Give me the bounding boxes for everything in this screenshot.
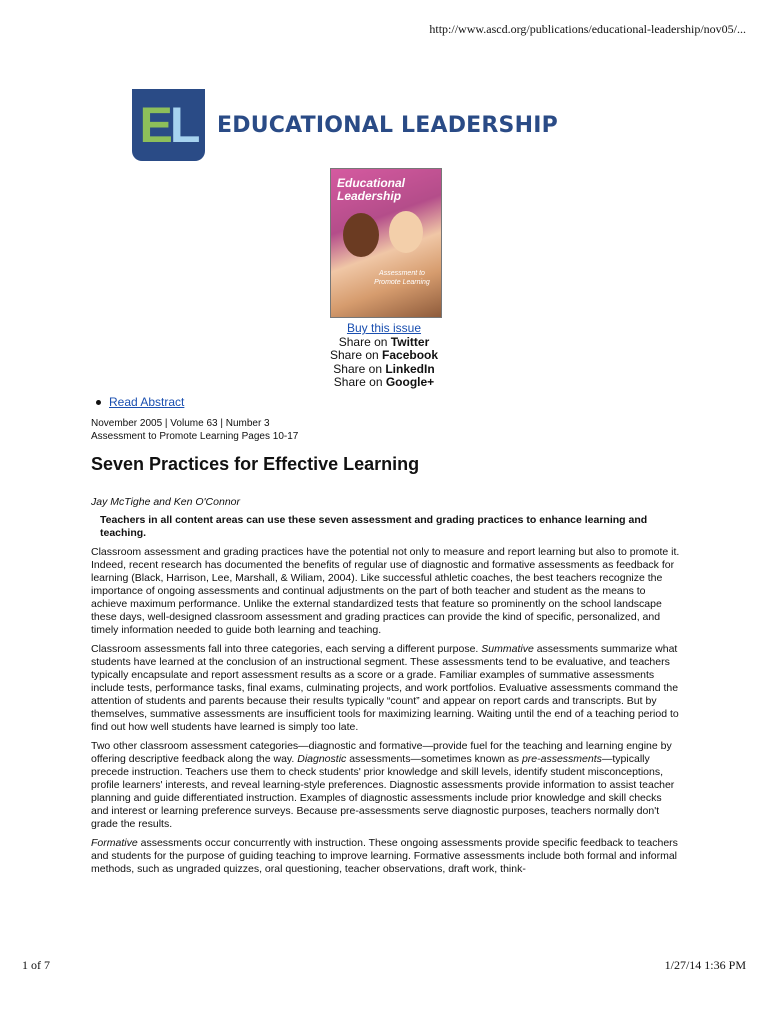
emphasis-formative: Formative (91, 837, 138, 849)
text-run: Classroom assessments fall into three categories, each serving a different purpose. (91, 643, 482, 655)
el-logo (132, 89, 205, 161)
share-prefix: Share on (333, 361, 382, 376)
print-timestamp: 1/27/14 1:36 PM (664, 958, 746, 972)
share-block (0, 322, 768, 390)
issue-meta (91, 417, 298, 443)
article-title: Seven Practices for Effective Learning (91, 454, 420, 474)
cover-subtitle: Assessment to Promote Learning (374, 270, 430, 286)
share-googleplus[interactable] (0, 376, 768, 390)
share-prefix: Share on (333, 375, 383, 389)
issue-info: November 2005 | Volume 63 | Number 3 (91, 418, 270, 429)
emphasis-diagnostic: Diagnostic (297, 753, 347, 765)
text-run: assessments summarize what students have learned at the conclusion of an instructional segment. These assessments tend to be evaluative, and teachers typically encapsulate and report assessment results as a score or a grade. Familiar examples of summative assessments include tests, performance tasks, final exams, culminating projects, and work portfolios. Evaluative assessments command the attention of students and parents because their results typically “count” and appear on report cards and transcripts. But by themselves, summative assessments are insufficient tools for maximizing learning. Waiting until the end of a teaching period to find out how well students have learned is simply too late. (91, 643, 679, 733)
emphasis-summative: Summative (481, 643, 534, 655)
text-run: assessments—sometimes known as (346, 753, 522, 765)
cover-title: Educational Leadership (337, 176, 406, 203)
text-run: —typically precede instruction. Teachers use them to check students' prior knowledge and skill levels, identify student misconceptions, profile learners' interests, and reveal learning-style preferences. Diagnostic assessments provide information to assist teacher planning and guide differentiated instruction. Examples of diagnostic assessments include prior knowledge and skill checks and interest or learning preference surveys. Because pre-assessments serve diagnostic purposes, teachers normally don't grade the results. (91, 753, 675, 830)
page-url: http://www.ascd.org/publications/educational-leadership/nov05/... (429, 22, 746, 36)
masthead (132, 88, 558, 162)
article-authors: Jay McTighe and Ken O'Connor (91, 496, 240, 508)
logo-letter-e: E (139, 97, 170, 153)
issue-theme: Assessment to Promote Learning Pages 10-17 (91, 431, 299, 442)
logo-letter-l: L (169, 97, 198, 153)
issue-cover-image[interactable] (330, 168, 442, 318)
share-network-label: Google+ (385, 375, 435, 389)
emphasis-pre-assessments: pre-assessments (521, 753, 602, 765)
text-run: Two other classroom assessment categories—diagnostic and formative—provide fuel for the teaching and learning engine by offering descriptive feedback along the way. (91, 740, 672, 765)
read-abstract-item (96, 395, 184, 409)
paragraph-4 (91, 837, 681, 876)
paragraph-3 (91, 740, 681, 831)
share-network-label: Facebook (382, 348, 439, 362)
share-prefix: Share on (329, 348, 379, 362)
share-prefix: Share on (338, 334, 388, 349)
paragraph-2 (91, 643, 681, 734)
read-abstract-link[interactable]: Read Abstract (109, 395, 185, 409)
share-network-label: Twitter (390, 334, 430, 349)
share-network-label: LinkedIn (385, 361, 435, 376)
text-run: assessments occur concurrently with instruction. These ongoing assessments provide specific feedback to teachers and students for the purpose of guiding teaching to improve learning. Formative assessments include both formal and informal methods, such as ungraded quizzes, oral questioning, teacher observations, draft work, think- (91, 837, 678, 875)
share-facebook[interactable] (0, 349, 768, 363)
article-lede: Teachers in all content areas can use these seven assessment and grading practices to enhance learning and teaching. (100, 514, 648, 539)
share-twitter[interactable] (0, 336, 768, 350)
cover-figure-student (389, 211, 423, 253)
page-count: 1 of 7 (22, 958, 50, 972)
bullet-icon (96, 400, 101, 405)
brand-name: EDUCATIONAL LEADERSHIP (217, 112, 558, 138)
paragraph-1: Classroom assessment and grading practices have the potential not only to measure and report learning but also to promote it. Indeed, recent research has documented the benefits of regular use of diagnostic and formative assessments as feedback for learning (Black, Harrison, Lee, Marshall, & Wiliam, 2004). Like successful athletic coaches, the best teachers recognize the importance of ongoing assessments and continual adjustments on the part of both teacher and student as the means to achieve maximum performance. Unlike the external standardized tests that feature so prominently on the school landscape these days, well-designed classroom assessment and grading practices can provide the kind of specific, personalized, and timely information needed to guide both learning and teaching. (91, 546, 680, 636)
share-linkedin[interactable] (0, 363, 768, 377)
el-logo-letters (139, 97, 198, 153)
buy-issue-link[interactable]: Buy this issue (346, 321, 422, 335)
cover-figure-teacher (343, 213, 379, 257)
article-body (91, 546, 681, 882)
